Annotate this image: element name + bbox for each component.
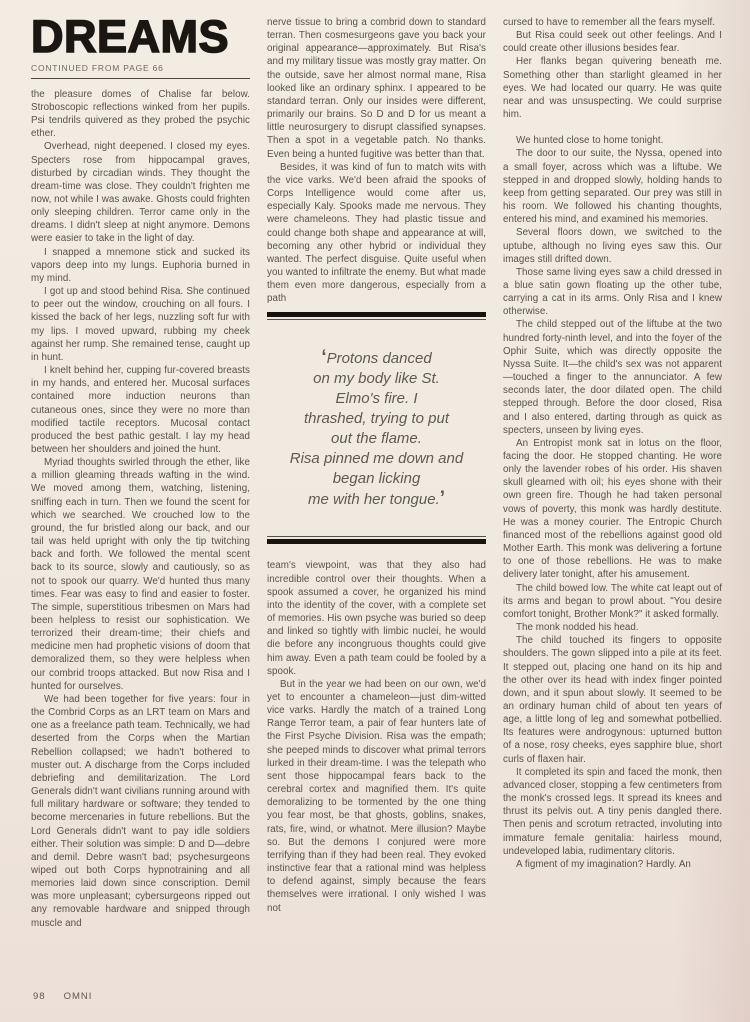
body-paragraph: We hunted close to home tonight. [516,135,664,147]
open-quote-mark: ‘ [321,347,327,369]
footer [33,991,92,1002]
body-paragraph: An Entropist monk sat in lotus on the floor, facing the door. He stopped chanting. He wore only the lavender robes of his order. His shaven skull gleamed with oil; his eyes shone with their own green fire. Though he had taken personal vows of poverty, this monk was hardly destitute. He was a money courier. The Entropic Church financed most of the rebellions against good old Mother Earth. This monk was delivering a fortune to one of those rebellions. He was to make delivery later tonight, after his amusement. [503,437,722,581]
article-header [31,16,250,79]
body-paragraph: I knelt behind her, cupping fur-covered breasts in my hands, and entered her. Mucosal surfaces contained more induction neurons than cutaneous ones, since they were no more than modified tactile receptors. Mucosal contact produced the best pathic gestalt. I lay my head between her shoulders and joined the hunt. [31,365,250,455]
body-paragraph: But in the year we had been on our own, we'd yet to encounter a chameleon—just dim-witted vice varks. Hardly the match of a trained Long Range Terror team, a pair of fear hunters late of the First Psyche Division. Risa was the empath; she peeped minds to discover what primal terrors lurked in their dream-time. I was the telepath who sent those hippocampal fears back to the cerebral cortex and magnified them. It's quite demoralizing to be tormented by the one thing you fear most, be that ghosts, goblins, snakes, rats, fire, wind, or whatnot. Mere illusion? Maybe so. But the demons I conjured were more terrifying than if they had been real. They evoked instinctive fear that a rational mind was helpless to defend against, simply because the fears themselves were irrational. I only wished I was not [267,678,486,914]
pull-quote-bottom-thin-rule [267,536,486,537]
quote-line [271,348,482,369]
quote-line: Elmo's fire. I [335,390,418,408]
column-2 [267,16,486,982]
body-paragraph: Those same living eyes saw a child dressed in a blue satin gown floating up the other tube, carrying a cat in its arms. Only Risa and I knew otherwise. [503,266,722,318]
body-paragraph: Besides, it was kind of fun to match wits with the vice varks. We'd been afraid the spooks of Corps Intelligence would come after us, especially Kaly. Spooks made me nervous. They were chameleons. They had plastic tissue and could change both shape and appearance at will, becoming any other hybrid or individual they wanted. The perfect disguise. Quite useful when you wanted to infiltrate the enemy. But what made them even more dangerous, especially from a path [267,161,486,305]
quote-line-text: me with her tongue. [307,491,440,509]
column-1 [31,16,250,982]
quote-line: began licking [332,470,421,488]
body-paragraph: It completed its spin and faced the monk, then advanced closer, stopping a few centimeters from the monk's crossed legs. It spread its knees and thrust its pelvis out. A tiny penis dangled there. Then penis and scrotum retracted, involuting into immature female genitalia: hairless mound, undeveloped labia, rudimentary clitoris. [503,766,722,857]
header-rule [31,78,250,79]
pull-quote-text [267,322,486,534]
pull-quote-top-thin-rule [267,319,486,320]
body-paragraph: But Risa could seek out other feelings. And I could create other illusions besides fear. [503,30,722,55]
quote-line: thrashed, trying to put [303,410,450,428]
quote-line-text: Protons danced [326,350,432,368]
quote-line: on my body like St. [313,370,440,388]
close-quote-mark: ’ [439,488,446,510]
quote-line: Risa pinned me down and [289,450,464,468]
body-paragraph: Overhead, night deepened. I closed my eyes. Specters rose from hippocampal graves, disturbed by circadian winds. They thought the dream-time was close. They couldn't frighten me now, not while I was awake. Ghosts could frighten only sleeping children. Terror came only in the dreams. I didn't sleep at night anymore. Demons were easier to take in the light of day. [31,141,250,245]
body-paragraph: Several floors down, we switched to the uptube, although no living eyes saw this. Our images still drifted down. [503,227,722,265]
body-paragraph: A figment of my imagination? Hardly. An [516,858,691,870]
page-title: DREAMS [31,16,230,62]
body-paragraph: I snapped a mnemone stick and sucked its vapors deep into my lungs. Euphoria burned in my mind. [31,246,250,284]
body-paragraph: The monk nodded his head. [516,622,639,634]
body-paragraph: We had been together for five years: four in the Combrid Corps as an LRT team on Mars and one as a freelance path team. Technically, we had deserted from the Corps when the Martian Rebellion collapsed; we hadn't bothered to muster out. A discharge from the Corps included debriefing and demilitarization. The Lord Generals didn't want civilians running around with full military hardware or software; they tended to become mercenaries in future rebellions. But the Lord Generals didn't want to pay idle soldiers either. Their solution was simple: D and D—debre and demil. Debre wasn't bad; psychesurgeons wiped out both Corps hypnotraining and all memories laid down since conscription. Demil was more unpleasant; cybersurgeons ripped out any removable hardware and snipped through muscle and [31,693,250,929]
body-paragraph: The child bowed low. The white cat leapt out of its arms and began to prowl about. "You desire comfort tonight, Brother Monk?" it asked formally. [503,582,722,620]
quote-line [271,489,482,510]
pull-quote-top-rule [267,312,486,317]
magazine-name: OMNI [63,991,93,1002]
body-paragraph: the pleasure domes of Chalise far below. Stroboscopic reflections winked from her pupils. Psi tendrils quivered as they probed the psychic ether. [31,88,250,140]
body-paragraph: Her flanks began quivering beneath me. Something other than starlight gleamed in her eyes. We had located our quarry. He was quite near and was unsuspecting. We could surprise him. [503,56,722,121]
body-paragraph: Myriad thoughts swirled through the ether, like a million gleaming threads wafting in the wind. We moved among them, watching, listening, sniffing each in turn. Then we found the scent for which we searched. We crouched low to the ground, the fur bristled along our back, and our tail was held upright with only the tip twitching back and forth. We followed the mental scent back to its source, slowly and cautiously, so as not to spook our quarry. We'd hunted thus many times. Fear was easy to find and easier to foster. The simple, superstitious tribesmen on Mars had been helpless to resist our sophistication. We terrorized their dream-time; their chiefs and medicine men had prophetic visions of doom that demoralized them, so they were helpless when our combrid troops attacked. But now Risa and I hunted for ourselves. [31,457,250,692]
quote-line: out the flame. [331,430,422,448]
pull-quote-bottom-rule [267,539,486,544]
body-paragraph: The child touched its fingers to opposite shoulders. The gown slipped into a pile at its feet. It stepped out, placing one hand on its hip and the other over its head with index finger pointed down, and it spun about slowly. It seemed to be an ordinary human child of about ten years of age, a little long of leg and somewhat potbellied. Its features were androgynous: upturned button of a nose, rosy cheeks, eyes sapphire blue, short curls of flaxen hair. [503,635,722,765]
body-paragraph: cursed to have to remember all the fears myself. [503,17,716,28]
column-3 [503,16,722,982]
body-paragraph: nerve tissue to bring a combrid down to standard terran. Then cosmesurgeons gave you back your original appearance—approximately. But Risa's and my military tissue was mostly gray matter. On the outside, save her almost normal mane, Risa looked like an ordinary sphinx. I appeared to be standard terran. Only our insides were different, primarily our brains. So D and D for us meant a little neurosurgery to disrupt classified synapses. Then a spot in a vegetable patch. No thanks. Even being a hunted fugitive was better than that. [267,17,486,160]
body-paragraph: team's viewpoint, was that they also had incredible control over their thoughts. When a spook assumed a cover, he organized his mind into the identity of the cover, with a complete set of memories. His own psyche was buried so deep and linked so tightly with limbic nuclei, he would die before any incongruous thoughts could give him away. Even a path team could be fooled by a spook. [267,560,486,677]
pull-quote [267,312,486,544]
body-paragraph: The child stepped out of the liftube at the two hundred forty-ninth level, and into the foyer of the Ophir Suite, which was directly opposite the Nyssa Suite. It—the child's sex was not apparent—touched a finger to the annunciator. A few seconds later, the door dilated open. The child stepped through. Before the door closed, Risa and I also entered, darting through as quick as specters, unseen by living eyes. [503,319,722,436]
body-paragraph: I got up and stood behind Risa. She continued to peer out the window, crouching on all fours. I kissed the back of her legs, nuzzling soft fur with my lips. I moved upward, rubbing my cheek against her rump. She remained tense, caught up in hunt. [31,286,250,363]
continued-from-note: CONTINUED FROM PAGE 66 [31,62,164,73]
body-paragraph: The door to our suite, the Nyssa, opened into a small foyer, across which was a liftube. We stepped in and dropped slowly, holding hands to keep from getting separated. Our prey was still in his room. We followed his chanting thoughts, entered his mind, and examined his memories. [503,148,722,226]
page-number: 98 [33,991,46,1002]
